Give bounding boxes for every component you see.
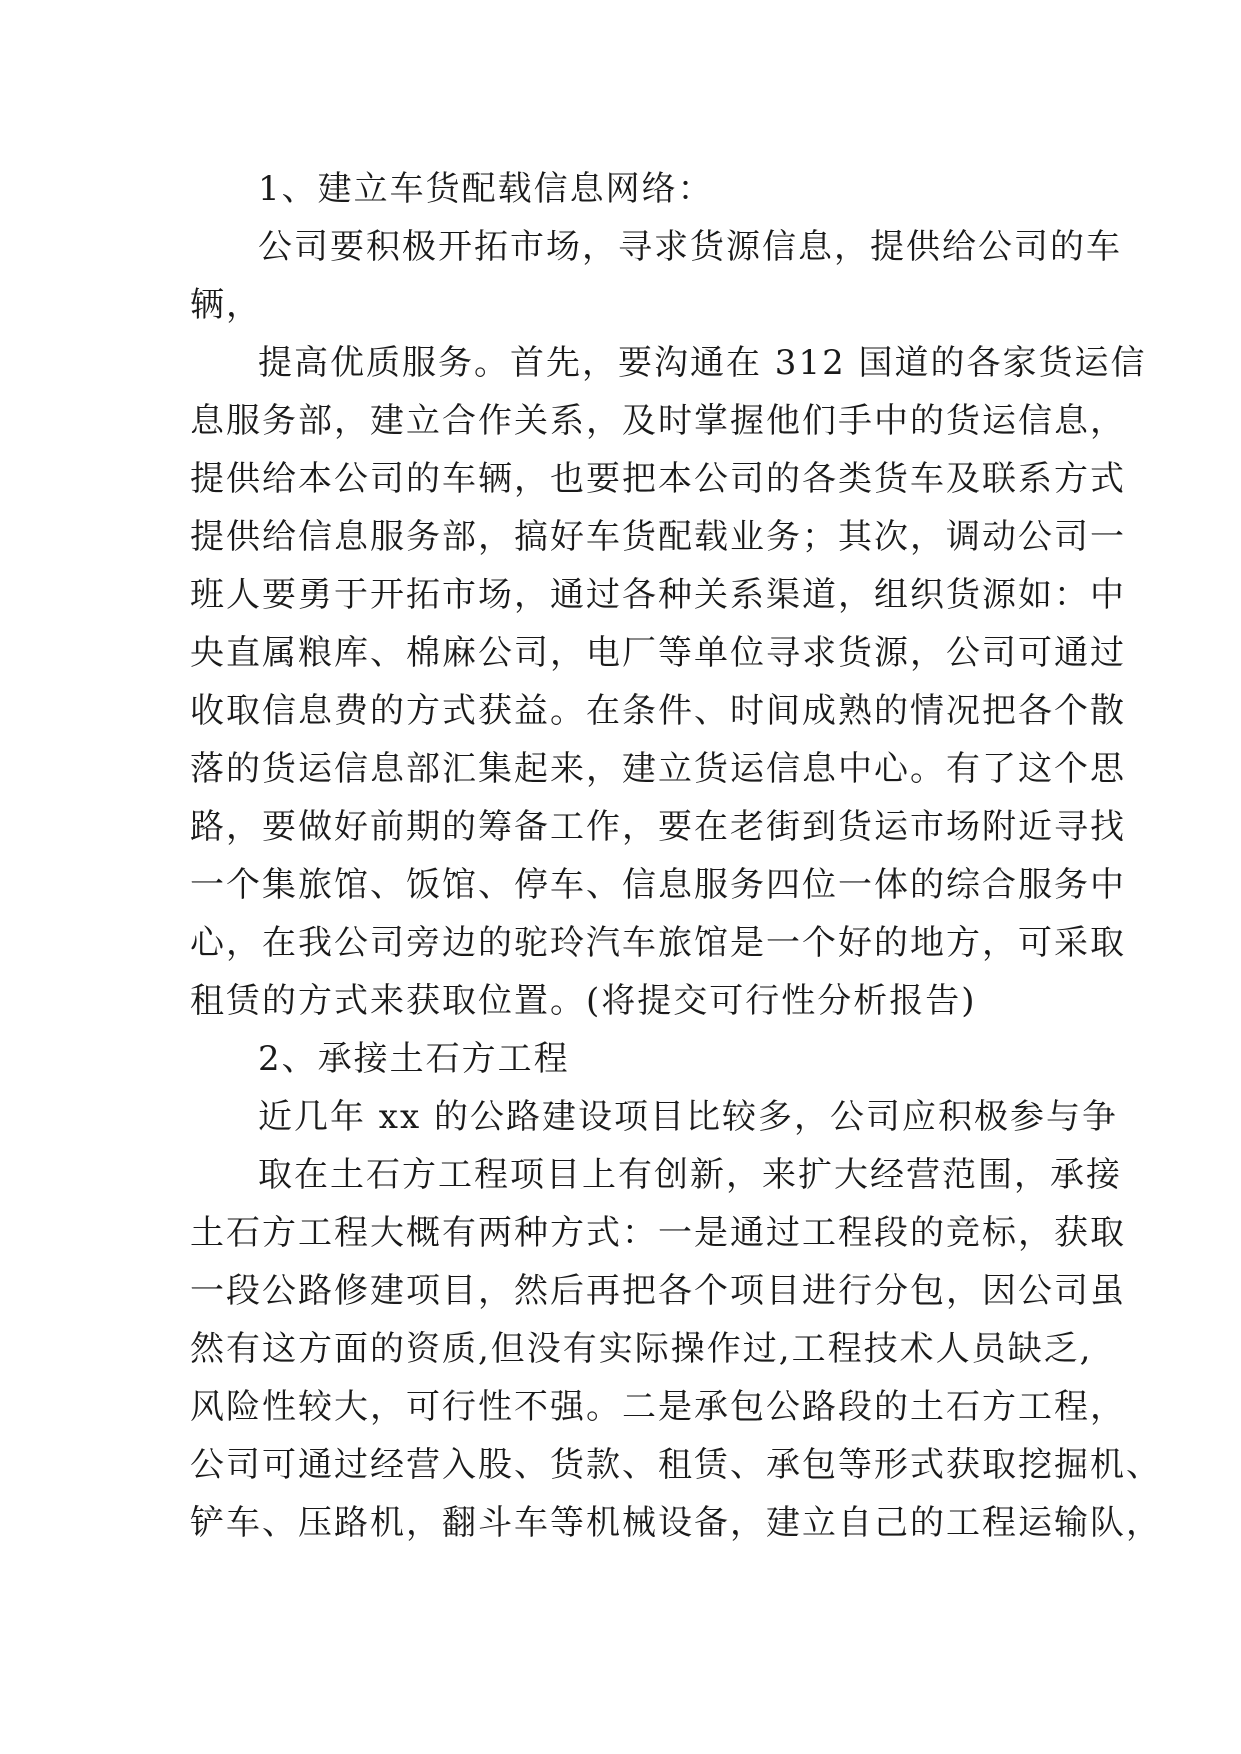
text-line: 提高优质服务。首先，要沟通在 312 国道的各家货运信 [258,343,1147,383]
text-line: 公司要积极开拓市场，寻求货源信息，提供给公司的车 [258,227,1122,267]
text-line: 土石方工程大概有两种方式：一是通过工程段的竞标，获取 [190,1213,1126,1253]
text-line: 息服务部，建立合作关系，及时掌握他们手中的货运信息， [190,401,1126,441]
text-line: 提供给信息服务部，搞好车货配载业务；其次，调动公司一 [190,517,1126,557]
text-line: 辆， [190,285,262,325]
text-line: 风险性较大，可行性不强。二是承包公路段的土石方工程， [190,1387,1126,1427]
text-line: 落的货运信息部汇集起来，建立货运信息中心。有了这个思 [190,749,1126,789]
text-line: 取在土石方工程项目上有创新，来扩大经营范围，承接 [258,1155,1122,1195]
section-heading-2: 2、承接土石方工程 [258,1039,570,1079]
document-body [190,160,1162,1552]
text-line: 班人要勇于开拓市场，通过各种关系渠道，组织货源如：中 [190,575,1126,615]
text-line: 近几年 xx 的公路建设项目比较多，公司应积极参与争 [258,1097,1118,1137]
text-line: 然有这方面的资质,但没有实际操作过,工程技术人员缺乏, [190,1329,1093,1369]
text-line: 收取信息费的方式获益。在条件、时间成熟的情况把各个散 [190,691,1126,731]
text-line: 心，在我公司旁边的驼玲汽车旅馆是一个好的地方，可采取 [190,923,1126,963]
text-line: 提供给本公司的车辆，也要把本公司的各类货车及联系方式 [190,459,1126,499]
text-line: 租赁的方式来获取位置。(将提交可行性分析报告) [190,981,977,1021]
text-line: 一个集旅馆、饭馆、停车、信息服务四位一体的综合服务中 [190,865,1126,905]
text-line: 公司可通过经营入股、货款、租赁、承包等形式获取挖掘机、 [190,1445,1162,1485]
text-line: 路，要做好前期的筹备工作，要在老街到货运市场附近寻找 [190,807,1126,847]
text-line: 一段公路修建项目，然后再把各个项目进行分包，因公司虽 [190,1271,1126,1311]
section-heading-1: 1、建立车货配载信息网络： [258,169,714,209]
text-line: 央直属粮库、棉麻公司，电厂等单位寻求货源，公司可通过 [190,633,1126,673]
text-line: 铲车、压路机，翻斗车等机械设备，建立自己的工程运输队， [190,1503,1162,1543]
